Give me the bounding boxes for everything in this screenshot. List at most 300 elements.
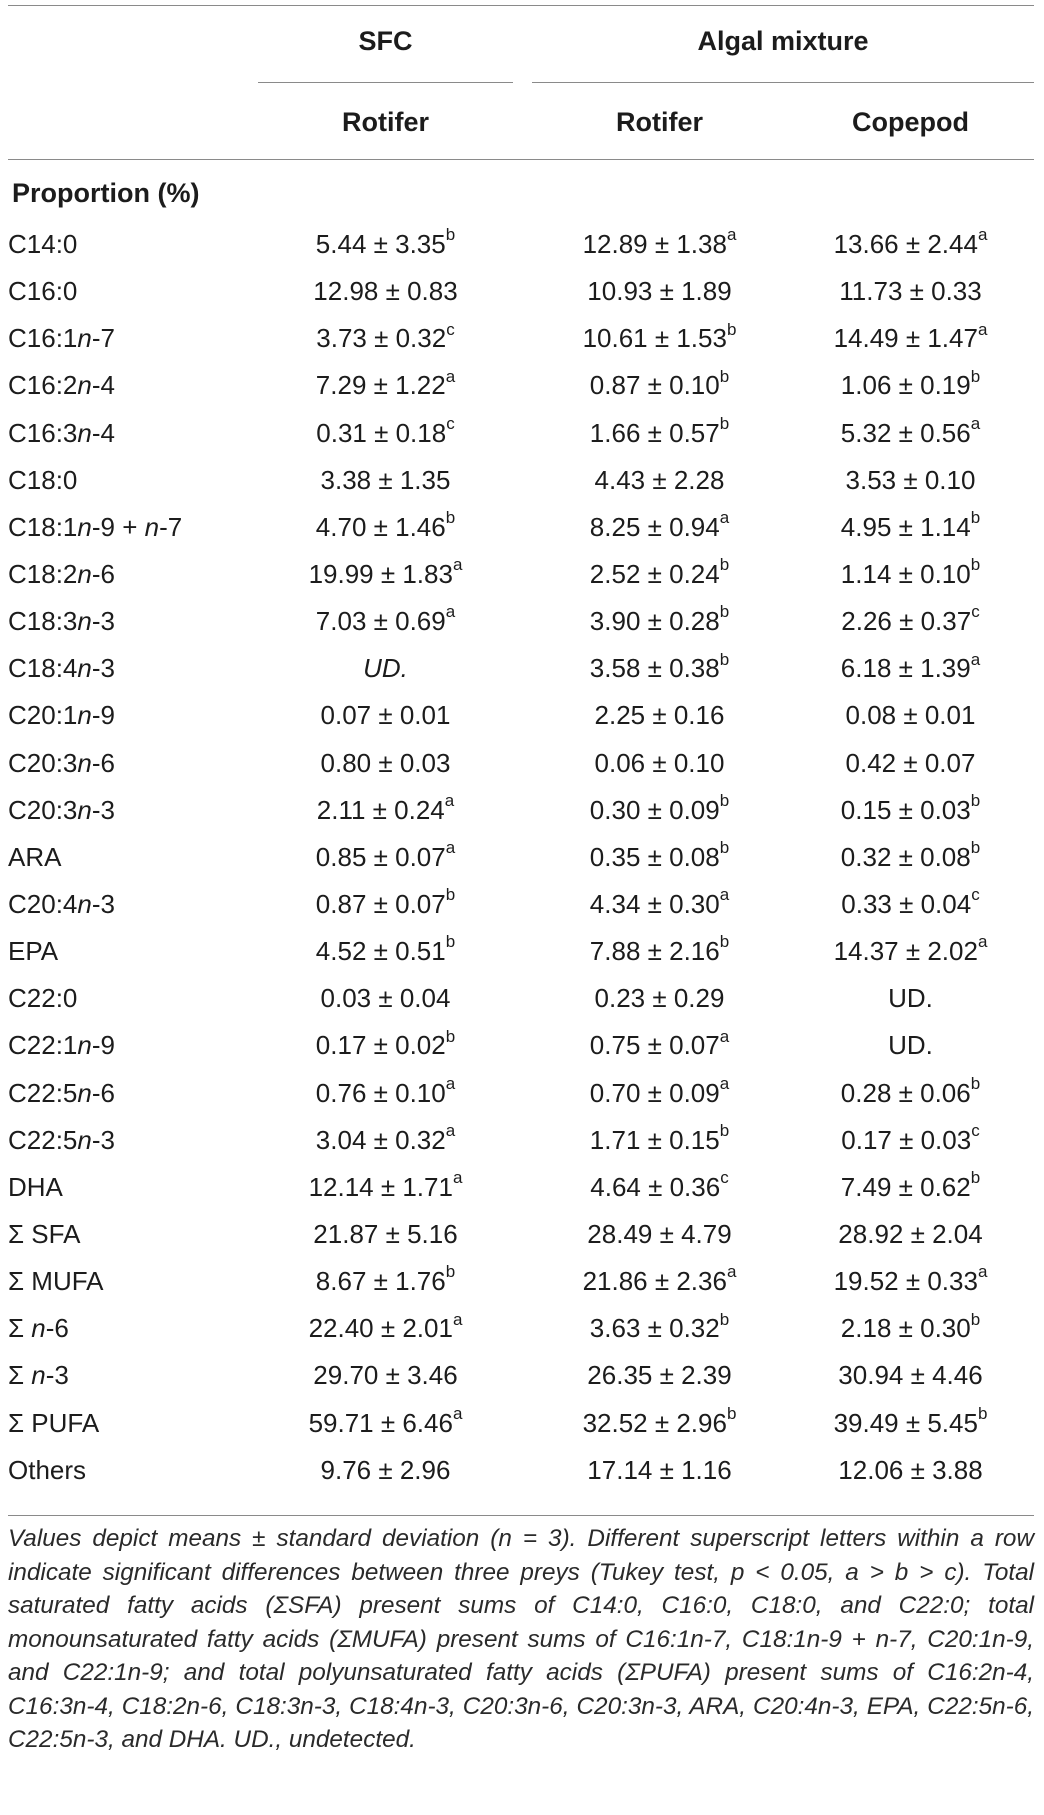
algal-rotifer-value-text: 0.87 ± 0.10 <box>589 370 720 401</box>
fatty-acid-name-suffix: -9 <box>91 700 115 731</box>
fatty-acid-name <box>8 315 115 362</box>
significance-letter: a <box>719 1073 730 1093</box>
fatty-acid-name-italic: n <box>77 558 92 589</box>
copepod-value-text: 0.42 ± 0.07 <box>845 747 976 778</box>
copepod-value-text: 0.08 ± 0.01 <box>845 700 976 731</box>
significance-letter: c <box>971 885 980 905</box>
copepod-value-text: 0.15 ± 0.03 <box>840 794 971 825</box>
fatty-acid-name-suffix: -7 <box>159 511 183 542</box>
fatty-acid-name-italic: n <box>144 511 160 542</box>
significance-letter: b <box>445 885 456 905</box>
sfc-rotifer-value <box>258 1211 513 1258</box>
table-row <box>0 1352 1044 1399</box>
algal-rotifer-value <box>532 598 787 645</box>
copepod-value <box>787 645 1034 692</box>
algal-rotifer-value-text: 28.49 ± 4.79 <box>587 1218 732 1249</box>
fatty-acid-name <box>8 834 61 881</box>
fatty-acid-name-suffix: -3 <box>91 606 115 637</box>
sfc-rotifer-value <box>258 1447 513 1494</box>
significance-letter: a <box>726 225 737 245</box>
algal-rotifer-value-text: 0.70 ± 0.09 <box>589 1077 720 1108</box>
significance-letter: b <box>970 555 981 575</box>
significance-letter: b <box>970 1073 981 1093</box>
fatty-acid-name-suffix: -3 <box>91 794 115 825</box>
copepod-value <box>787 504 1034 551</box>
fatty-acid-name-text: DHA <box>8 1171 63 1202</box>
table-row <box>0 1400 1044 1447</box>
significance-letter: b <box>719 932 730 952</box>
fatty-acid-name-suffix: -4 <box>91 417 115 448</box>
fatty-acid-name-text: C16:3 <box>8 417 78 448</box>
sfc-rotifer-value-text: 0.07 ± 0.01 <box>320 700 451 731</box>
copepod-value-text: 0.28 ± 0.06 <box>840 1077 971 1108</box>
table-row <box>0 1117 1044 1164</box>
copepod-value-text: 4.95 ± 1.14 <box>840 511 971 542</box>
copepod-value-text: 0.32 ± 0.08 <box>840 841 971 872</box>
sfc-rotifer-value <box>258 315 513 362</box>
copepod-value <box>787 1211 1034 1258</box>
sfc-rotifer-value-text: 2.11 ± 0.24 <box>316 794 445 825</box>
sfc-rotifer-value-text: 12.14 ± 1.71 <box>308 1171 453 1202</box>
significance-letter: b <box>970 508 981 528</box>
algal-rotifer-value <box>532 410 787 457</box>
copepod-value-text: 6.18 ± 1.39 <box>840 653 971 684</box>
sfc-rotifer-value <box>258 1258 513 1305</box>
significance-letter: b <box>719 1309 730 1329</box>
copepod-value <box>787 1164 1034 1211</box>
fatty-acid-name-text: C20:3 <box>8 794 78 825</box>
fatty-acid-name-italic: n <box>77 417 92 448</box>
sfc-rotifer-value-text: 0.17 ± 0.02 <box>315 1030 446 1061</box>
fatty-acid-name-text: Σ SFA <box>8 1218 81 1249</box>
copepod-value <box>787 834 1034 881</box>
sfc-rotifer-value <box>258 504 513 551</box>
fatty-acid-name-text: C18:0 <box>8 464 78 495</box>
group-header-algal-mixture: Algal mixture <box>697 26 869 56</box>
fatty-acid-name <box>8 268 77 315</box>
fatty-acid-name <box>8 1352 69 1399</box>
table-row <box>0 834 1044 881</box>
column-header-copepod: Copepod <box>852 107 969 137</box>
table-row <box>0 1070 1044 1117</box>
fatty-acid-name-text: C16:1 <box>8 323 78 354</box>
sfc-rotifer-value-text: 0.31 ± 0.18 <box>316 417 447 448</box>
copepod-value-text: 12.06 ± 3.88 <box>838 1454 983 1485</box>
significance-letter: b <box>726 1403 737 1423</box>
algal-rotifer-value <box>532 975 787 1022</box>
algal-rotifer-value <box>532 1305 787 1352</box>
algal-rotifer-value-text: 3.63 ± 0.32 <box>589 1313 720 1344</box>
sfc-rotifer-value <box>258 834 513 881</box>
fatty-acid-name <box>8 1447 86 1494</box>
fatty-acid-name-italic: n <box>77 747 92 778</box>
significance-letter: a <box>452 1403 463 1423</box>
significance-letter: b <box>445 1026 456 1046</box>
copepod-value <box>787 787 1034 834</box>
fatty-acid-name-italic: n <box>77 1077 92 1108</box>
algal-rotifer-value <box>532 315 787 362</box>
fatty-acid-name-suffix: -9 + <box>91 511 145 542</box>
sfc-rotifer-value-text: 22.40 ± 2.01 <box>308 1313 453 1344</box>
sfc-rotifer-value <box>258 740 513 787</box>
sfc-rotifer-value <box>258 221 513 268</box>
significance-letter: b <box>970 1309 981 1329</box>
algal-rotifer-value <box>532 1022 787 1069</box>
sfc-rotifer-value-text: 4.52 ± 0.51 <box>315 936 446 967</box>
table-row <box>0 740 1044 787</box>
sfc-rotifer-value-text: 12.98 ± 0.83 <box>313 276 458 307</box>
significance-letter: a <box>444 791 455 811</box>
algal-rotifer-value-text: 3.90 ± 0.28 <box>589 606 720 637</box>
table-row <box>0 787 1044 834</box>
sfc-rotifer-value <box>258 1400 513 1447</box>
significance-letter: b <box>977 1403 988 1423</box>
fatty-acid-name-text: Σ MUFA <box>8 1266 104 1297</box>
sfc-rotifer-value <box>258 1352 513 1399</box>
fatty-acid-name <box>8 1117 115 1164</box>
copepod-value <box>787 1117 1034 1164</box>
significance-letter: b <box>445 508 456 528</box>
fatty-acid-name-text: C14:0 <box>8 229 78 259</box>
table-body <box>0 221 1044 1494</box>
fatty-acid-name-text: EPA <box>8 936 59 967</box>
significance-letter: b <box>445 1262 456 1282</box>
sfc-rotifer-value-text: 0.80 ± 0.03 <box>320 747 451 778</box>
column-header-algal-rotifer: Rotifer <box>616 107 703 137</box>
fatty-acid-name <box>8 881 115 928</box>
algal-rotifer-value <box>532 268 787 315</box>
significance-letter: a <box>719 1026 730 1046</box>
copepod-value <box>787 1305 1034 1352</box>
fatty-acid-name-suffix: -3 <box>91 1124 115 1155</box>
significance-letter: b <box>719 649 730 669</box>
significance-letter: a <box>452 1309 463 1329</box>
algal-rotifer-value <box>532 362 787 409</box>
algal-rotifer-value <box>532 834 787 881</box>
algal-rotifer-value-text: 0.30 ± 0.09 <box>589 794 720 825</box>
fatty-acid-name <box>8 1305 69 1352</box>
sfc-rotifer-value <box>258 1022 513 1069</box>
fatty-acid-name <box>8 221 77 268</box>
table-row <box>0 928 1044 975</box>
sfc-rotifer-value <box>258 881 513 928</box>
fatty-acid-name-italic: n <box>77 794 92 825</box>
fatty-acid-name-text: C22:5 <box>8 1077 78 1108</box>
copepod-value <box>787 1258 1034 1305</box>
significance-letter: b <box>719 838 730 858</box>
copepod-value-text: UD. <box>888 1030 933 1061</box>
fatty-acid-name <box>8 692 115 739</box>
algal-rotifer-value-text: 0.23 ± 0.29 <box>594 983 725 1014</box>
algal-rotifer-value-text: 3.58 ± 0.38 <box>589 653 720 684</box>
significance-letter: a <box>452 1168 463 1188</box>
sfc-rotifer-value-text: 0.03 ± 0.04 <box>320 983 451 1014</box>
significance-letter: b <box>719 1121 730 1141</box>
algal-rotifer-value-text: 0.75 ± 0.07 <box>589 1030 720 1061</box>
table-row <box>0 975 1044 1022</box>
table-row <box>0 1022 1044 1069</box>
fatty-acid-name-suffix: -3 <box>91 653 115 684</box>
copepod-value <box>787 410 1034 457</box>
sfc-rotifer-value <box>258 362 513 409</box>
algal-rotifer-value <box>532 457 787 504</box>
fatty-acid-name <box>8 551 115 598</box>
copepod-value-text: 14.37 ± 2.02 <box>833 936 978 967</box>
significance-letter: b <box>970 791 981 811</box>
significance-letter: a <box>445 1121 456 1141</box>
algal-rotifer-value <box>532 881 787 928</box>
fatty-acid-name-suffix: -6 <box>91 1077 115 1108</box>
copepod-value-text: 2.18 ± 0.30 <box>840 1313 971 1344</box>
sfc-rotifer-value-text: 7.29 ± 1.22 <box>315 370 446 401</box>
fatty-acid-name <box>8 645 115 692</box>
copepod-value <box>787 740 1034 787</box>
sfc-rotifer-value-text: 29.70 ± 3.46 <box>313 1360 458 1391</box>
significance-letter: b <box>719 791 730 811</box>
table-row <box>0 410 1044 457</box>
fatty-acid-name-text: C16:0 <box>8 276 78 307</box>
sfc-rotifer-value <box>258 1070 513 1117</box>
significance-letter: c <box>971 602 980 622</box>
significance-letter: a <box>452 555 463 575</box>
sfc-rotifer-value <box>258 1164 513 1211</box>
fatty-acid-name <box>8 975 77 1022</box>
fatty-acid-name <box>8 362 115 409</box>
table-footnote: Values depict means ± standard deviation (n = 3). Different superscript letters within a row indicate significant differences between three preys (Tukey test, p < 0.05, a > b > c). Total saturated fatty acids (ΣSFA) present sums of C14:0, C16:0, C18:0, and C22:0; total monounsaturated fatty acids (ΣMUFA) present sums of C16:1n-7, C18:1n-9 + n-7, C20:1n-9, and C22:1n-9; and total polyunsaturated fatty acids (ΣPUFA) present sums of C16:2n-4, C16:3n-4, C18:2n-6, C18:3n-3, C18:4n-3, C20:3n-6, C20:3n-3, ARA, C20:4n-3, EPA, C22:5n-6, C22:5n-3, and DHA. UD., undetected. <box>8 1525 1034 1753</box>
fatty-acid-name <box>8 1400 99 1447</box>
fatty-acid-name-suffix: -6 <box>91 747 115 778</box>
copepod-value-text: UD. <box>888 983 933 1014</box>
algal-rotifer-value-text: 4.34 ± 0.30 <box>589 888 720 919</box>
significance-letter: b <box>719 602 730 622</box>
sfc-rotifer-value-text: 0.76 ± 0.10 <box>315 1077 446 1108</box>
sfc-rotifer-value-text: 59.71 ± 6.46 <box>308 1407 453 1438</box>
copepod-value-text: 1.06 ± 0.19 <box>840 370 971 401</box>
significance-letter: b <box>445 932 456 952</box>
fatty-acid-name-suffix: -3 <box>45 1360 69 1391</box>
table-row <box>0 457 1044 504</box>
sfc-rotifer-value <box>258 268 513 315</box>
significance-letter: a <box>445 366 456 386</box>
algal-rotifer-value-text: 32.52 ± 2.96 <box>582 1407 727 1438</box>
table-row <box>0 598 1044 645</box>
fatty-acid-name-text: Others <box>8 1454 87 1485</box>
copepod-value <box>787 1447 1034 1494</box>
fatty-acid-name-text: C20:4 <box>8 888 78 919</box>
copepod-value <box>787 268 1034 315</box>
table-row <box>0 268 1044 315</box>
copepod-value-text: 13.66 ± 2.44 <box>833 229 978 259</box>
significance-letter: c <box>446 413 455 433</box>
algal-rotifer-value <box>532 1070 787 1117</box>
section-label-proportion: Proportion (%) <box>12 178 200 208</box>
sfc-rotifer-value <box>258 787 513 834</box>
fatty-acid-name-italic: n <box>31 1360 46 1391</box>
table-row <box>0 692 1044 739</box>
sfc-rotifer-value <box>258 975 513 1022</box>
fatty-acid-name <box>8 928 58 975</box>
table-row <box>0 645 1044 692</box>
fatty-acid-name-suffix: -4 <box>91 370 115 401</box>
fatty-acid-name-suffix: -6 <box>45 1313 69 1344</box>
table-row <box>0 504 1044 551</box>
algal-rotifer-value <box>532 645 787 692</box>
copepod-value-text: 1.14 ± 0.10 <box>840 558 971 589</box>
fatty-acid-name-text: Σ PUFA <box>8 1407 100 1438</box>
fatty-acid-name-italic: n <box>77 323 92 354</box>
sfc-rotifer-value-text: 9.76 ± 2.96 <box>320 1454 451 1485</box>
significance-letter: c <box>720 1168 729 1188</box>
copepod-value-text: 2.26 ± 0.37 <box>841 606 972 637</box>
significance-letter: b <box>719 413 730 433</box>
significance-letter: a <box>726 1262 737 1282</box>
copepod-value <box>787 221 1034 268</box>
algal-rotifer-value-text: 10.93 ± 1.89 <box>587 276 732 307</box>
fatty-acid-name-text: C16:2 <box>8 370 78 401</box>
fatty-acid-name-suffix: -6 <box>91 558 115 589</box>
significance-letter: a <box>445 602 456 622</box>
copepod-value <box>787 362 1034 409</box>
algal-rotifer-value <box>532 1447 787 1494</box>
significance-letter: a <box>719 885 730 905</box>
copepod-value <box>787 1352 1034 1399</box>
copepod-value <box>787 1400 1034 1447</box>
algal-rotifer-value-text: 8.25 ± 0.94 <box>589 511 720 542</box>
copepod-value-text: 3.53 ± 0.10 <box>845 464 976 495</box>
algal-rotifer-value <box>532 928 787 975</box>
algal-rotifer-value-text: 17.14 ± 1.16 <box>587 1454 732 1485</box>
fatty-acid-name-italic: n <box>77 370 92 401</box>
sfc-rotifer-value-text: 0.85 ± 0.07 <box>315 841 446 872</box>
copepod-value-text: 28.92 ± 2.04 <box>838 1218 983 1249</box>
algal-rotifer-value-text: 21.86 ± 2.36 <box>582 1266 727 1297</box>
fatty-acid-name <box>8 1258 104 1305</box>
copepod-value-text: 11.73 ± 0.33 <box>839 276 982 307</box>
fatty-acid-name-text: C18:2 <box>8 558 78 589</box>
sfc-rotifer-value <box>258 928 513 975</box>
sfc-rotifer-value-text: 8.67 ± 1.76 <box>315 1266 446 1297</box>
copepod-value <box>787 315 1034 362</box>
significance-letter: c <box>971 1121 980 1141</box>
fatty-acid-name <box>8 457 77 504</box>
algal-rotifer-value <box>532 221 787 268</box>
significance-letter: a <box>977 319 988 339</box>
significance-letter: b <box>445 225 456 245</box>
significance-letter: b <box>970 366 981 386</box>
sfc-rotifer-value <box>258 410 513 457</box>
fatty-acid-name-text: C22:5 <box>8 1124 78 1155</box>
algal-rotifer-value <box>532 787 787 834</box>
fatty-acid-name-italic: n <box>77 511 92 542</box>
algal-rotifer-value-text: 4.43 ± 2.28 <box>594 464 725 495</box>
fatty-acid-name <box>8 787 115 834</box>
column-header-sfc-rotifer: Rotifer <box>342 107 429 137</box>
fatty-acid-name-text: C18:3 <box>8 606 78 637</box>
algal-rotifer-value-text: 4.64 ± 0.36 <box>590 1171 721 1202</box>
fatty-acid-name-text: C20:3 <box>8 747 78 778</box>
fatty-acid-name-italic: n <box>77 1124 92 1155</box>
table-row <box>0 1211 1044 1258</box>
fatty-acid-name-text: C18:1 <box>8 511 78 542</box>
algal-rotifer-value <box>532 1164 787 1211</box>
copepod-value <box>787 457 1034 504</box>
significance-letter: a <box>445 1073 456 1093</box>
table-row <box>0 1164 1044 1211</box>
table-row <box>0 1258 1044 1305</box>
fatty-acid-name-text: Σ <box>8 1360 32 1391</box>
table-row <box>0 221 1044 268</box>
fatty-acid-name-italic: n <box>77 700 92 731</box>
algal-rotifer-value <box>532 1400 787 1447</box>
copepod-value <box>787 881 1034 928</box>
fatty-acid-name <box>8 1022 115 1069</box>
algal-rotifer-value-text: 1.66 ± 0.57 <box>589 417 720 448</box>
copepod-value <box>787 551 1034 598</box>
fatty-acid-name-text: C20:1 <box>8 700 78 731</box>
fatty-acid-name-text: C18:4 <box>8 653 78 684</box>
copepod-value-text: 14.49 ± 1.47 <box>833 323 978 354</box>
algal-rotifer-value <box>532 1211 787 1258</box>
sfc-rotifer-value <box>258 645 513 692</box>
sfc-rotifer-value-italic: UD. <box>363 653 408 684</box>
fatty-acid-name-italic: n <box>77 888 92 919</box>
algal-rotifer-value-text: 2.52 ± 0.24 <box>589 558 720 589</box>
copepod-value-text: 7.49 ± 0.62 <box>840 1171 971 1202</box>
significance-letter: b <box>726 319 737 339</box>
sfc-rotifer-value-text: 0.87 ± 0.07 <box>315 888 446 919</box>
fatty-acid-name <box>8 598 115 645</box>
copepod-value-text: 39.49 ± 5.45 <box>833 1407 978 1438</box>
table-row <box>0 1447 1044 1494</box>
sfc-rotifer-value-text: 3.38 ± 1.35 <box>320 464 451 495</box>
significance-letter: a <box>977 225 988 245</box>
significance-letter: a <box>970 413 981 433</box>
table-row <box>0 315 1044 362</box>
algal-rotifer-value-text: 0.35 ± 0.08 <box>589 841 720 872</box>
significance-letter: b <box>970 1168 981 1188</box>
fatty-acid-name <box>8 504 182 551</box>
copepod-value-text: 0.17 ± 0.03 <box>841 1124 972 1155</box>
algal-rotifer-value <box>532 551 787 598</box>
algal-rotifer-value <box>532 692 787 739</box>
fatty-acid-name-suffix: -3 <box>91 888 115 919</box>
sfc-group-rule <box>258 82 513 83</box>
fatty-acid-name <box>8 1070 115 1117</box>
fatty-acid-name-suffix: -7 <box>91 323 115 354</box>
algal-rotifer-value-text: 10.61 ± 1.53 <box>582 323 727 354</box>
sfc-rotifer-value-text: 21.87 ± 5.16 <box>313 1218 458 1249</box>
sfc-rotifer-value-text: 7.03 ± 0.69 <box>315 606 446 637</box>
sfc-rotifer-value <box>258 457 513 504</box>
copepod-value <box>787 975 1034 1022</box>
sfc-rotifer-value-text: 19.99 ± 1.83 <box>308 558 453 589</box>
table-row <box>0 881 1044 928</box>
copepod-value-text: 5.32 ± 0.56 <box>840 417 971 448</box>
algal-rotifer-value <box>532 504 787 551</box>
algal-rotifer-value-text: 2.25 ± 0.16 <box>594 700 725 731</box>
copepod-value <box>787 598 1034 645</box>
fatty-acid-name-text: C22:0 <box>8 983 78 1014</box>
algal-group-rule <box>532 82 1034 83</box>
significance-letter: c <box>446 319 455 339</box>
group-header-sfc: SFC <box>358 26 413 56</box>
sfc-rotifer-value <box>258 1305 513 1352</box>
sfc-rotifer-value-text: 3.73 ± 0.32 <box>316 323 447 354</box>
fatty-acid-name-italic: n <box>31 1313 46 1344</box>
algal-rotifer-value <box>532 1352 787 1399</box>
fatty-acid-name-italic: n <box>77 1030 92 1061</box>
fatty-acid-name <box>8 1164 63 1211</box>
